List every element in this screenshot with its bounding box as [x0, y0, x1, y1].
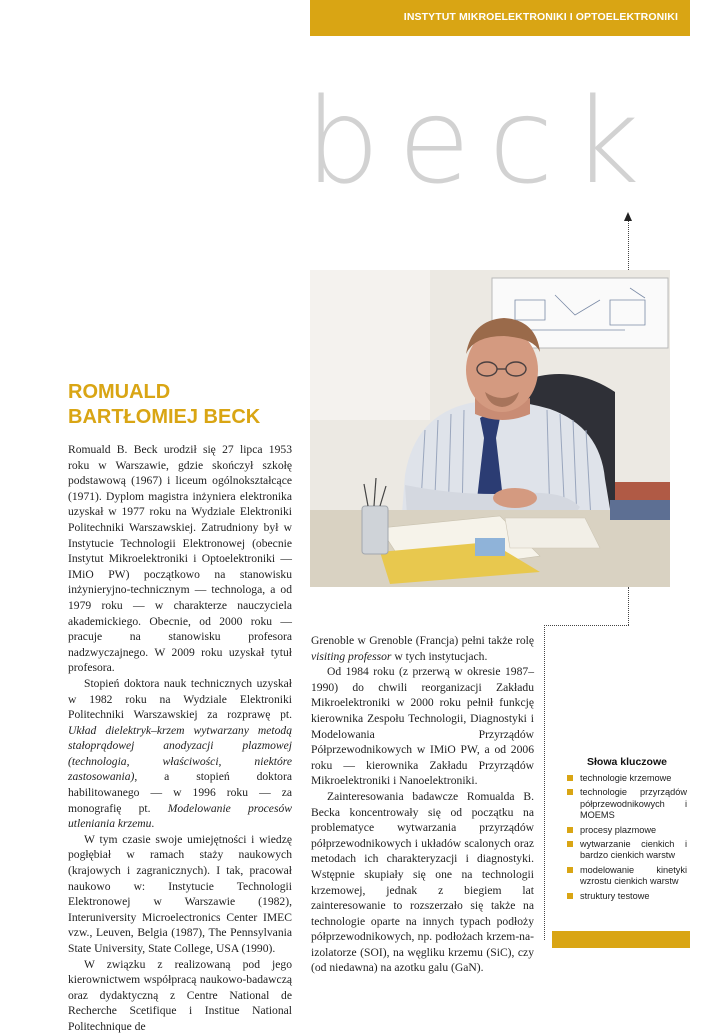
- keyword-item: [567, 891, 687, 902]
- square-bullet-icon: [567, 893, 573, 899]
- visiting-professor-term: visiting professor: [311, 649, 392, 663]
- arrow-up-icon: [624, 212, 632, 221]
- keywords-list: [567, 773, 687, 902]
- keyword-text: struktury testowe: [580, 890, 650, 901]
- keywords-title: Słowa kluczowe: [587, 756, 667, 768]
- keyword-item: [567, 787, 687, 821]
- square-bullet-icon: [567, 841, 573, 847]
- header-bar: [310, 0, 690, 36]
- bio-paragraph-4: W związku z realizowaną pod jego kierownictwem współpracą naukowo-badawczą oraz dydaktyczną z Centre National de Recherche Scetifique i Institue National Politechnique de: [68, 957, 292, 1033]
- bio-paragraph-2: [68, 676, 292, 832]
- dotted-connector-right: [628, 587, 629, 625]
- dotted-connector-bottom: [544, 625, 545, 940]
- name-line-2: BARTŁOMIEJ BECK: [68, 406, 261, 428]
- keyword-item: [567, 865, 687, 888]
- keyword-text: procesy plazmowe: [580, 824, 657, 835]
- keyword-text: technologie krzemowe: [580, 773, 672, 783]
- bio-p5-end: w tych instytucjach.: [391, 649, 488, 663]
- bio-paragraph-5: [311, 633, 534, 664]
- name-line-1: ROMUALD: [68, 381, 171, 403]
- dotted-connector-top: [628, 221, 629, 270]
- keyword-item: [567, 773, 687, 784]
- bio-paragraph-3: W tym czasie swoje umiejętności i wiedzę pogłębiał w ramach staży naukowych (krajowych i zagranicznych). I tak, pracował naukowo w: Instytucie Technologii Elektronowej w Warszawie (1982), Interuniversity Microelectronics Center IMEC vzw., Leuven, Belgia (1987), The Pennsylvania State University, State College, USA (1990).: [68, 832, 292, 955]
- institute-name: INSTYTUT MIKROELEKTRONIKI I OPTOELEKTRONIKI: [403, 11, 678, 23]
- bio-p2-end: .: [151, 817, 155, 831]
- dissertation-title: Układ dielektryk–krzem wytwarzany metodą stałoprądowej anodyzacji plazmowej (technologia, właściwości, niektóre zastosowania): [68, 723, 292, 784]
- biography-column-middle: [311, 633, 534, 976]
- keywords-box: [567, 756, 687, 905]
- keyword-text: technologie przyrządów półprzewodnikowych i MOEMS: [580, 787, 687, 821]
- big-surname: beck: [305, 72, 658, 210]
- biography-column-left: [68, 442, 292, 1035]
- square-bullet-icon: [567, 827, 573, 833]
- bio-p2-start: Stopień doktora nauk technicznych uzyskał w 1982 roku na Wydziale Elektroniki Politechniki Warszawskiej za rozprawę pt.: [68, 676, 292, 722]
- bio-p5-start: Grenoble w Grenoble (Francja) pełni także rolę: [311, 634, 534, 647]
- keyword-text: wytwarzanie cienkich i bardzo cienkich warstw: [580, 839, 687, 861]
- monograph-title: Modelowanie procesów utleniania krzemu: [68, 801, 292, 831]
- square-bullet-icon: [567, 789, 573, 795]
- bio-p2-middle: , a stopień doktora habilitowanego — w 1996 roku — za monografię pt.: [68, 770, 292, 815]
- portrait-photo: [310, 270, 670, 587]
- bio-paragraph-7: Zainteresowania badawcze Romualda B. Becka koncentrowały się od początku na problematyce wytwarzania przyrządów półprzewodnikowych i układów scalonych oraz metodach ich charakteryzacji i diagnostyki. Wstępnie skupiały się one na technologii krzemowej, jednak z biegiem lat zainteresowanie to rozszerzało się także na technologie oparte na innych typach podłoży półprzewodnikowych, np. podłożach krzem-na-izolatorze (SOI), na węgliku krzemu (SiC), czy (od niedawna) na azotku galu (GaN).: [311, 789, 534, 975]
- square-bullet-icon: [567, 867, 573, 873]
- person-name-heading: [68, 380, 298, 430]
- bio-paragraph-6: Od 1984 roku (z przerwą w okresie 1987–1990) do chwili reorganizacji Zakładu Mikroelektroniki w 2000 roku pełnił funkcję kierownika Zespołu Technologii, Diagnostyki i Modelowania Przyrządów Półprzewodnikowych w IMiO PW, a od 2006 roku — kierownika Zakładu Przyrządów Mikroelektroniki i Nanoelektroniki.: [311, 665, 534, 788]
- keyword-item: [567, 839, 687, 862]
- bio-paragraph-1: Romuald B. Beck urodził się 27 lipca 1953 roku w Warszawie, gdzie skończył szkołę podstawową (1967) i liceum ogólnokształcące (1971). Dyplom magistra inżyniera elektronika uzyskał w 1977 roku na Wydziale Elektroniki Politechniki Warszawskiej. Zatrudniony był w Instytucie Technologii Elektronowej (obecnie Instytut Mikroelektroniki i Optoelektroniki — IMiO PW) początkowo na stanowisku inżynieryjno-technicznym — technologa, a od 1979 roku — w charakterze nauczyciela akademickiego. Obecnie, od 2000 roku — pracuje na stanowisku profesora nadzwyczajnego. W 2009 roku uzyskał tytuł profesora.: [68, 443, 292, 675]
- dotted-connector-horizontal: [544, 625, 629, 626]
- keyword-item: [567, 825, 687, 836]
- keyword-text: modelowanie kinetyki wzrostu cienkich warstw: [580, 864, 687, 887]
- footer-accent-bar: [552, 931, 690, 948]
- square-bullet-icon: [567, 775, 573, 781]
